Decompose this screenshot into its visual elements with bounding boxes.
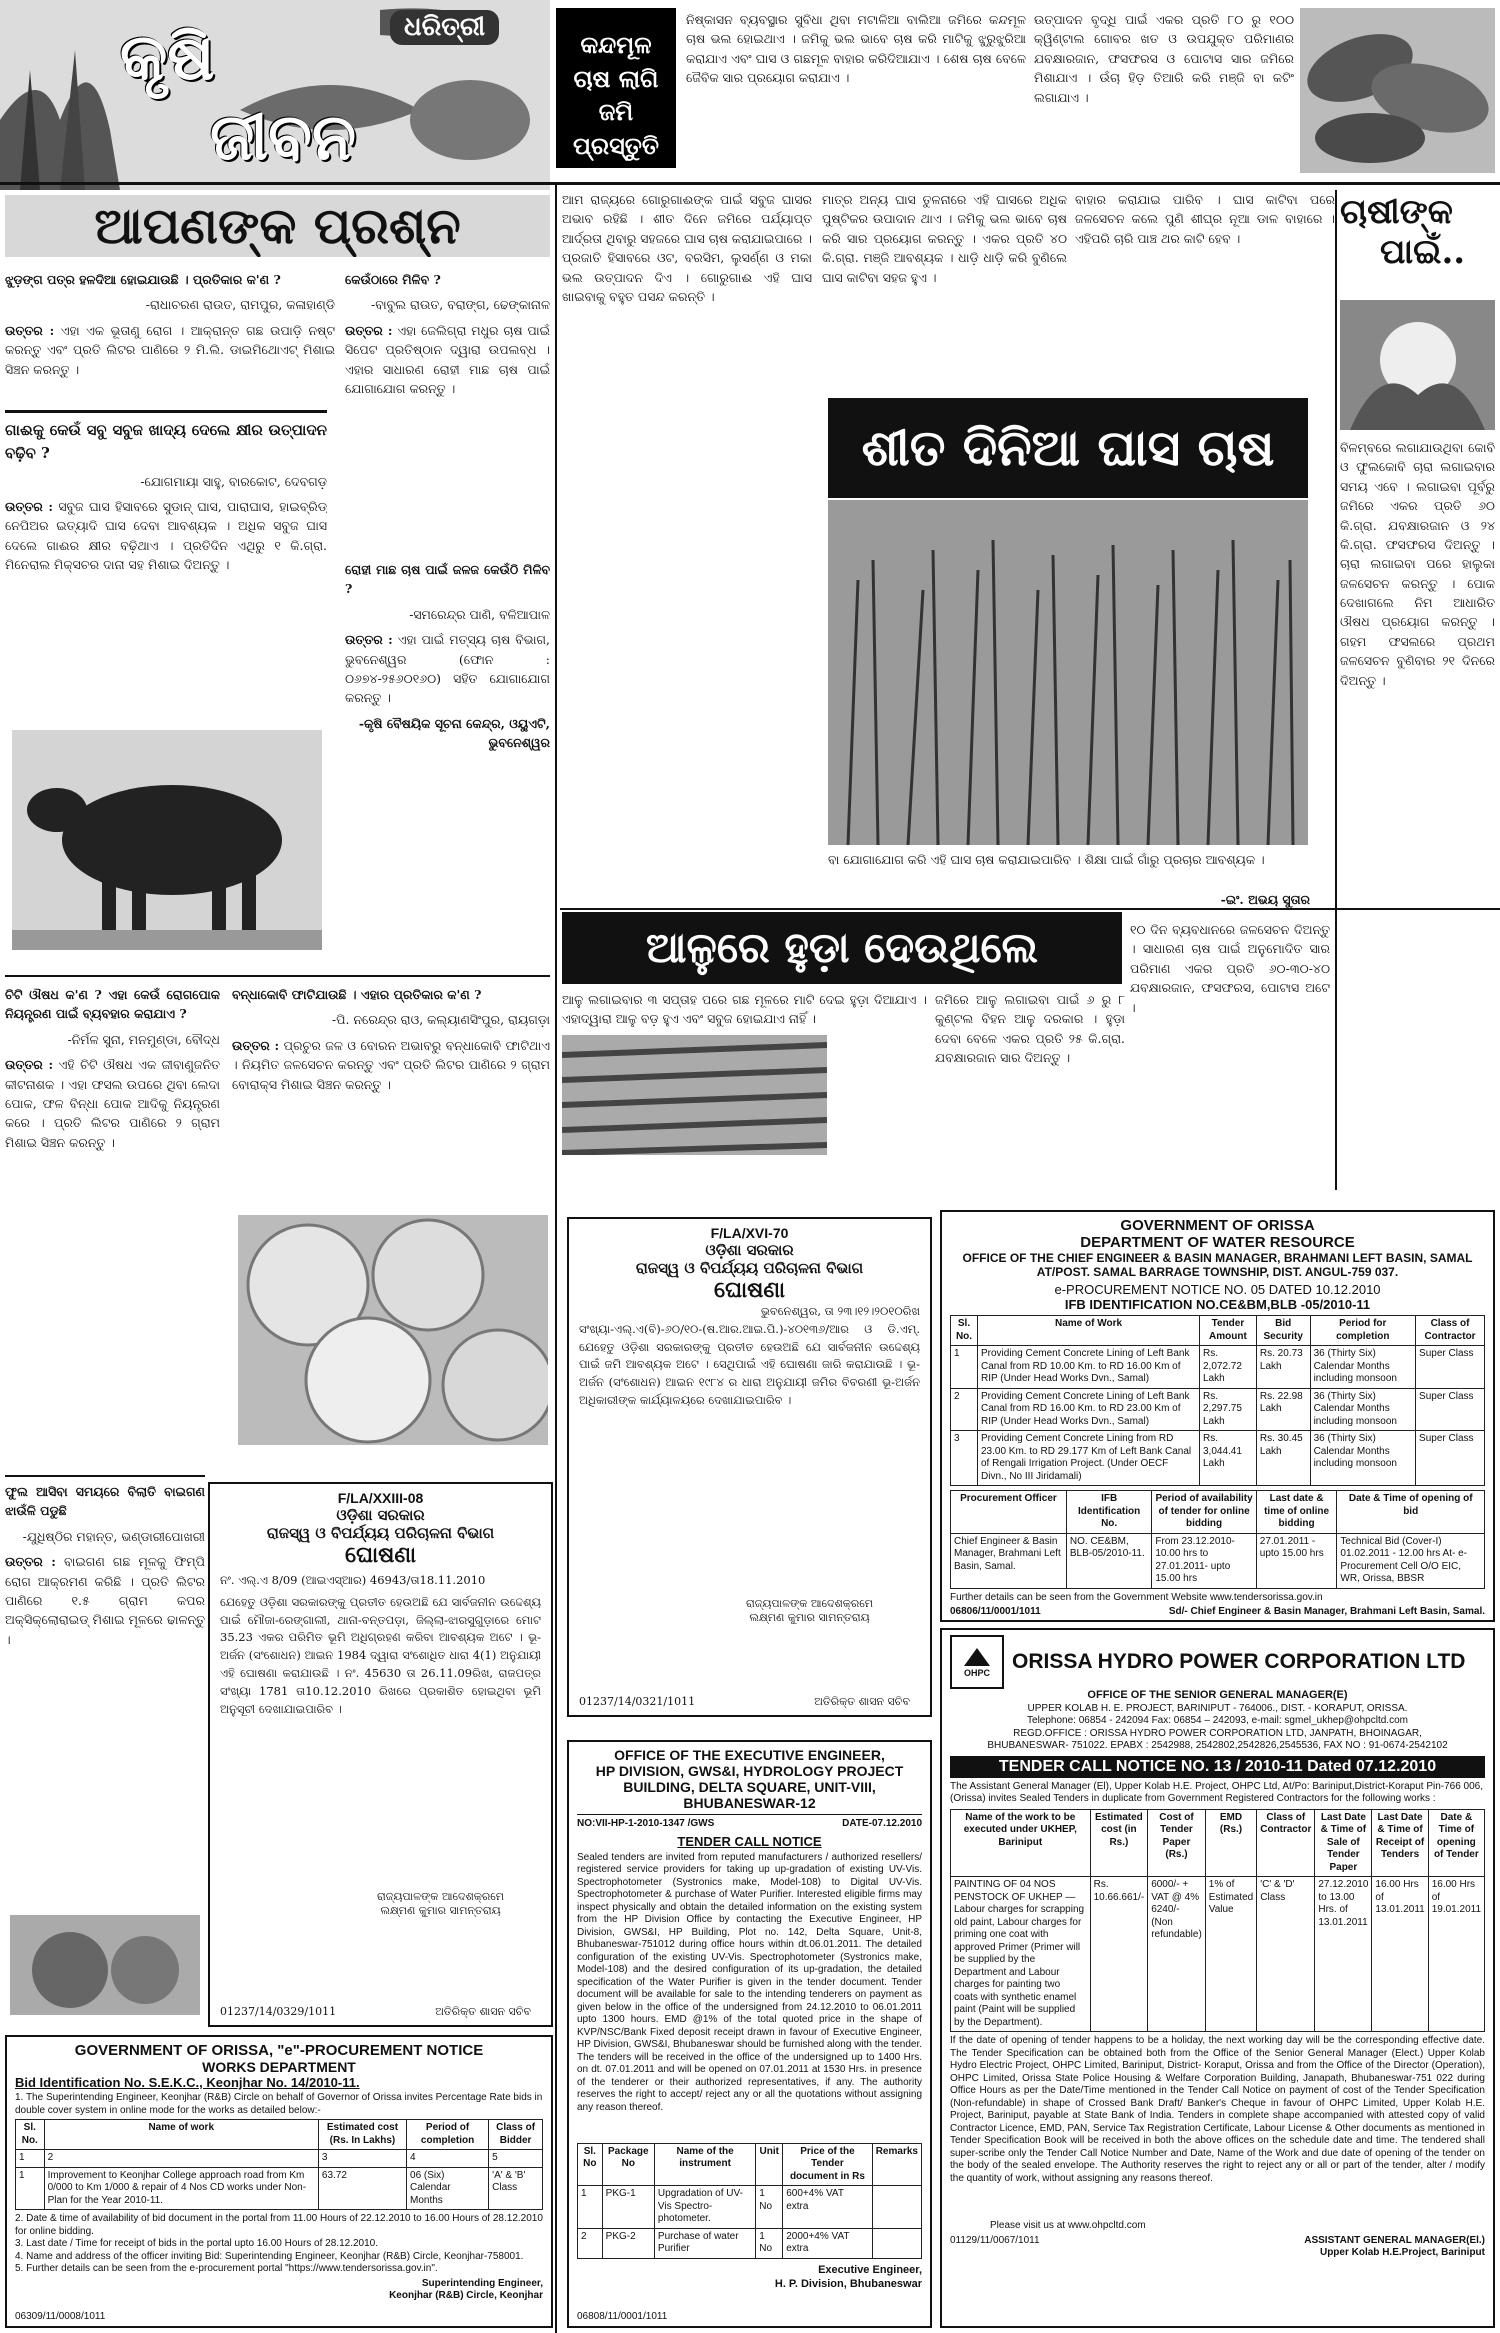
ohpc-website: Please visit us at www.ohpcltd.com	[990, 2220, 1146, 2232]
water-th-1: Sl. No.	[951, 1316, 978, 1346]
water-sub-c2: NO. CE&BM, BLB-05/2010-11.	[1066, 1533, 1151, 1588]
notice-xxiii08-sign1: ରାଜ୍ୟପାଳଙ୍କ ଆଦେଶକ୍ରମେ	[377, 1889, 504, 1903]
qa2-question: କେଉଁଠାରେ ମିଳିବ ?	[345, 272, 441, 287]
water-l4: e-PROCUREMENT NOTICE NO. 05 DATED 10.12.2010	[1054, 1282, 1381, 1297]
tuber-heading-1: କନ୍ଦମୂଳ	[580, 30, 652, 59]
hydro-sign2: H. P. Division, Bhubaneswar	[774, 2277, 922, 2290]
grass-col-2: ମାତ୍ର ଅନ୍ୟ ଘାସ ତୁଳନାରେ ଏହି ଘାସରେ ଅଧିକ ପୁଷ୍ଟିକର ଉପାଦାନ ଥାଏ । ଜମିକୁ ଭଲ ଭାବେ ଚାଷ କରି ସାର ପ୍ରୟୋଗ କରନ୍ତୁ । ଏକର ପ୍ରତି ୪୦ କି.ଗ୍ରା. ମଞ୍ଜି ଆବଶ୍ୟକ । ଧାଡ଼ି ଧାଡ଼ି କରି ବୁଣିଲେ ଘାସ କାଟିବା ସହଜ ହୁଏ ।	[822, 192, 1067, 285]
ohpc-l1: OFFICE OF THE SENIOR GENERAL MANAGER(E)	[1087, 1689, 1348, 1701]
hydro-table	[577, 2143, 922, 2259]
question-heading-text: ଆପଣଙ୍କ ପ୍ରଶ୍ନ	[94, 196, 461, 255]
water-sign: Sd/- Chief Engineer & Basin Manager, Brahmani Left Basin, Samal.	[1168, 1606, 1485, 1617]
qa1-label: ଉତ୍ତର :	[5, 322, 55, 338]
water-l1: GOVERNMENT OF ORISSA	[1120, 1217, 1315, 1234]
ohpc-th-7: Last Date & Time of Receipt of Tenders	[1372, 1809, 1428, 1877]
notice-xvi70-code: F/LA/XVI-70	[710, 1225, 789, 1241]
hydro-th-6: Remarks	[872, 2143, 921, 2186]
grass-col-1: ଆମ ରାଜ୍ୟରେ ଗୋରୁଗାଈଙ୍କ ପାଇଁ ସବୁଜ ଘାସର ଅଭାବ ରହିଛି । ଶୀତ ଦିନେ ଜମିରେ ପର୍ଯ୍ୟାପ୍ତ ଆର୍ଦ୍ରତା ଥିବାରୁ ସହଜରେ ଘାସ ଚାଷ କରାଯାଇପାରେ । ପ୍ରଜାତି ହିସାବରେ ଓଟ, ବରସିମ, ଲୁସର୍ଣ୍ଣ ଓ ମକା ଭଲ ଉତ୍ପାଦନ ଦିଏ । ଗୋରୁଗାଈ ଏହି ଘାସ ଖାଇବାକୁ ବହୁତ ପସନ୍ଦ କରନ୍ତି ।	[562, 192, 812, 304]
water-r3-c3: Rs. 3,044.41 Lakh	[1200, 1431, 1257, 1486]
water-r2-c4: Rs. 22.98 Lakh	[1256, 1388, 1310, 1431]
potato-headline-text: ଆଳୁରେ ହୁଡ଼ା ଦେଉଥିଲେ	[645, 923, 1039, 972]
water-sub-c5: Technical Bid (Cover-I) 01.02.2011 - 12.00 hrs At- e-Procurement Cell O/O EIC, WR, Orissa, BBSR	[1337, 1533, 1485, 1588]
tomato-photo	[10, 1915, 200, 2015]
works-dept-notice	[5, 2035, 553, 2328]
right-col-rule	[1335, 190, 1337, 1190]
grass-banner	[828, 398, 1308, 498]
notice-xvi70-body: ସଂଖ୍ୟା-ଏଲ୍.ଏ(ବି)-୬୦/୧୦-(ଷ.ଆର.ଆଇ.ପି.)-୪୦୧୩୬/ଆର ଓ ଡି.ଏମ୍. ଯେହେତୁ ଓଡ଼ିଶା ସରକାରଙ୍କୁ ପ୍ରତୀତ ହେଉଅଛି ଯେ ସାର୍ବଜନୀନ ଉଦ୍ଦେଶ୍ୟ ପାଇଁ ଜମି ଆବଶ୍ୟକ ଅଟେ । ସେଥିପାଇଁ ଏହି ଘୋଷଣା ଜାରି କରାଯାଉଛି । ଭୂ-ଅର୍ଜନ (ସଂଶୋଧନ) ଆଇନ ୧୯୮୪ ର ଧାରା ଅନୁଯାୟୀ ଜମିର ବିବରଣୀ ଭୂ-ଅର୍ଜନ ଅଧିକାରୀଙ୍କ କାର୍ଯ୍ୟାଳୟରେ ଦେଖାଯାଇପାରିବ ।	[579, 1321, 920, 1408]
hydro-th-3: Name of the instrument	[654, 2143, 755, 2186]
notice-xxiii08-body: ଯେହେତୁ ଓଡ଼ିଶା ସରକାରଙ୍କୁ ପ୍ରତୀତ ହେଉଅଛି ଯେ ସାର୍ବଜନୀନ ଉଦ୍ଦେଶ୍ୟ ପାଇଁ ମୌଜା-ରେଙ୍ଗାଲୀ, ଥାନା-ବନ୍ତପଡ଼ା, ଜିଲ୍ଲା-ଝାରସୁଗୁଡ଼ାରେ ମୋଟ 35.23 ଏକର ପରିମିତ ଭୂମି ଅଧିଗ୍ରହଣ କରିବା ଆବଶ୍ୟକ ଅଟେ । ଭୂ-ଅର୍ଜନ (ସଂଶୋଧନ) ଆଇନ 1984 ଦ୍ୱାରା ସଂଶୋଧିତ ଧାରା 4(1) ଅନୁଯାୟୀ ଏହି ଘୋଷଣା କରାଯାଉଛି । ନଂ. 45630 ତା 26.11.09ରିଖ, ରାଜପତ୍ର ସଂଖ୍ୟା 1781 ତା10.12.2010 ରିଖରେ ପ୍ରକାଶିତ ହୋଇଥିବା ଭୂମି ଅନୁସୂଚୀ ଦେଖାଯାଇପାରିବ ।	[220, 1594, 541, 1716]
ohpc-l5: BHUBANESWAR- 751022. EPABX : 2542988, 2542802,2542826,2545536, FAX NO : 91-0674-2542102	[987, 1740, 1448, 1752]
lower-qa-1	[5, 985, 220, 1465]
ohpc-th-3: Cost of Tender Paper (Rs.)	[1148, 1809, 1206, 1877]
works-cell-4: 06 (Six) Calendar Months	[407, 2167, 489, 2210]
notice-xvi70-ref: 01237/14/0321/1011	[579, 1694, 696, 1708]
works-sign-2: Keonjhar (R&B) Circle, Keonjhar	[389, 2290, 543, 2301]
ohpc-logo	[950, 1635, 1004, 1689]
qa2-answer: ଏହା ଜେଲିଗ୍ରା ମଧୁର ଚାଷ ପାଇଁ ସିପେଟ ପ୍ରତିଷ୍ଠାନ ଦ୍ୱାରା ଉପଲବ୍ଧ । ଏହାର ସାଧାରଣ ରୋହୀ ମାଛ ଚାଷ ପାଇଁ ଯୋଗାଯୋଗ କରନ୍ତୁ ।	[345, 322, 550, 396]
water-th-5: Period for completion	[1310, 1316, 1415, 1346]
qa1-asker: -ରାଧାଚରଣ ରାଉତ, ରାମପୁର, କଳାହାଣ୍ଡି	[145, 297, 335, 313]
works-title-2: WORKS DEPARTMENT	[202, 2059, 356, 2075]
ohpc-header-row	[950, 1635, 1485, 1689]
lower-qa1-asker: -ନିର୍ମଳ ସୁନା, ମନମୁଣ୍ଡା, ବୌଦ୍ଧ	[67, 1031, 220, 1047]
cow-photo	[12, 730, 322, 950]
works-idx-3: 3	[318, 2150, 406, 2168]
works-idx-4: 4	[407, 2150, 489, 2168]
sweet-potato-photo	[1300, 8, 1495, 173]
water-sub-th-1: Procurement Officer	[951, 1491, 1067, 1534]
notice-xxiii08-sign2: ଲକ୍ଷ୍ମଣ କୁମାର ସାମନ୍ତରାୟ	[380, 1904, 501, 1918]
potato-col-3: ୧୦ ଦିନ ବ୍ୟବଧାନରେ ଜଳସେଚନ ଦିଅନ୍ତୁ । ସାଧାରଣ ଚାଷ ପାଇଁ ଅନୁମୋଦିତ ସାର ପରିମାଣ ଏକର ପ୍ରତି ୬୦-୩୦-୪୦ ଯବକ୍ଷାରଜାନ, ଫସଫରସ, ପୋଟାସ ଅଟେ ।	[1130, 922, 1330, 1015]
farmers-heading	[1340, 192, 1498, 292]
qa1-question: ଝୁଡ଼ଙ୍ଗ ପତ୍ର ହଳଦିଆ ହୋଇଯାଉଛି । ପ୍ରତିକାର କ'ଣ ?	[5, 272, 281, 287]
notice-xxiii08-gov: ଓଡ଼ିଶା ସରକାର	[336, 1506, 425, 1524]
cauliflower-photo	[1340, 300, 1495, 430]
works-ref: 06309/11/0008/1011	[15, 2310, 106, 2322]
ohpc-sign-block	[1304, 2235, 1485, 2260]
ohpc-c1: PAINTING OF 04 NOS PENSTOCK OF UKHEP — Labour charges for scrapping old paint, Labour charges for priming one coat with approved Primer (Primer will be supplied by the Department and Labour charges for painting two coats with synthetic enamel paint (Paint will be supplied by the Department).	[951, 1877, 1091, 2032]
notice-xxiii08-sign3: ଅତିରିକ୍ତ ଶାସନ ସଚିବ	[435, 2004, 531, 2018]
works-note-4: 5. Further details can be seen from the e-procurement portal "https://www.tendersorissa.gov.in".	[15, 2263, 438, 2274]
tuber-col-2: ଉତ୍ପାଦନ ବୃଦ୍ଧି ପାଇଁ ଏକର ପ୍ରତି ୮୦ ରୁ ୧୦୦ କ୍ୱିଣ୍ଟାଲ ଗୋବର ଖତ ଓ ଉପଯୁକ୍ତ ପରିମାଣର ଯବକ୍ଷାରଜାନ, ଫସଫରସ ଓ ପୋଟାସ ସାର ଜମିରେ ମିଶାଯାଏ । ଉଁଚା ହିଡ଼ ତିଆରି କରି ମଞ୍ଜି ବା କଟିଂ ଲଗାଯାଏ ।	[1034, 12, 1294, 105]
ohpc-c8: 16.00 Hrs of 19.01.2011	[1428, 1877, 1484, 2032]
milk-question: ଗାଈକୁ କେଉଁ ସବୁ ସବୁଜ ଖାଦ୍ୟ ଦେଲେ କ୍ଷୀର ଉତ୍ପାଦନ ବଢ଼ିବ ?	[5, 421, 327, 463]
masthead-title-2: ଜୀବନ	[210, 100, 356, 175]
water-r2-c3: Rs. 2,297.75 Lakh	[1200, 1388, 1257, 1431]
potato-col-1b	[562, 1160, 927, 1200]
ohpc-tender-title: TENDER CALL NOTICE NO. 13 / 2010-11 Dated 07.12.2010	[950, 1756, 1485, 1778]
hydro-no-row	[577, 1814, 922, 1831]
ohpc-c5: 'C' & 'D' Class	[1257, 1877, 1315, 2032]
ohpc-sign2: Upper Kolab H.E.Project, Bariniput	[1319, 2247, 1485, 2259]
ohpc-name: ORISSA HYDRO POWER CORPORATION LTD	[1012, 1650, 1466, 1673]
fish-question: ରୋହୀ ମାଛ ଚାଷ ପାଇଁ ଜଳଜ କେଉଁଠି ମିଳିବ ?	[345, 562, 550, 597]
works-th-5: Class of Bidder	[489, 2120, 543, 2150]
lower-qa-3	[5, 1482, 205, 1912]
water-sub-th-4: Last date & time of online bidding	[1256, 1491, 1337, 1534]
potato-col-1: ଆଳୁ ଲଗାଇବାର ୩ ସପ୍ତାହ ପରେ ଗଛ ମୂଳରେ ମାଟି ଦେଇ ହୁଡ଼ା ଦିଆଯାଏ । ଏହାଦ୍ୱାରା ଆଳୁ ବଡ଼ ହୁଏ ଏବଂ ସବୁଜ ହୋଇଯାଏ ନାହିଁ ।	[562, 992, 927, 1027]
works-idx-1: 1	[16, 2150, 45, 2168]
grass-banner-text: ଶୀତ ଦିନିଆ ଘାସ ଚାଷ	[861, 418, 1275, 477]
works-cell-2: Improvement to Keonjhar College approach road from Km 0/000 to Km 1/000 & repair of 4 Nos CD works under Non-Plan for the Year 2010-11.	[44, 2167, 318, 2210]
works-note-3: 4. Name and address of the officer inviting Bid: Superintending Engineer, Keonjhar (R&B) Circle, Keonjhar-758001.	[15, 2250, 524, 2262]
water-r2-c5: 36 (Thirty Six) Calendar Months including monsoon	[1310, 1388, 1415, 1431]
works-th-4: Period of completion	[407, 2120, 489, 2150]
tuber-heading-3: ଜମି ପ୍ରସ୍ତୁତି	[572, 97, 660, 160]
water-r2-c2: Providing Cement Concrete Lining of Left Bank Canal from RD 16.00 Km. to RD 23.00 Km of RIP (Under Head Works Dvn., Samal)	[978, 1388, 1200, 1431]
notice-xxiii08-ref: 01237/14/0329/1011	[220, 2004, 337, 2018]
water-footer-note: Further details can be seen from the Government Website www.tendersorissa.gov.in	[950, 1591, 1323, 1603]
hydro-r2-c1: 2	[578, 2228, 603, 2258]
water-r1-c5: 36 (Thirty Six) Calendar Months including monsoon	[1310, 1346, 1415, 1389]
hydro-th-2: Package No	[602, 2143, 654, 2186]
hydro-l3: BUILDING, DELTA SQUARE, UNIT-VIII,	[623, 1779, 876, 1795]
water-th-2: Name of Work	[978, 1316, 1200, 1346]
works-th-3: Estimated cost (Rs. In Lakhs)	[318, 2120, 406, 2150]
ohpc-c4: 1% of Estimated Value	[1205, 1877, 1256, 2032]
left-lower-divider	[5, 1475, 205, 1477]
water-r2-c1: 2	[951, 1388, 978, 1431]
notice-xxiii08-title: ଘୋଷଣା	[345, 1542, 416, 1568]
ohpc-notice	[940, 1628, 1495, 2328]
works-title-1: GOVERNMENT OF ORISSA, "e"-PROCUREMENT NOTICE	[74, 2042, 484, 2059]
potato-field-photo	[562, 1035, 827, 1155]
hydro-r1-c2: PKG-1	[602, 2186, 654, 2229]
fish-qa-block	[345, 560, 550, 960]
water-sub-c4: 27.01.2011 - upto 15.00 hrs	[1256, 1533, 1337, 1588]
works-th-2: Name of work	[44, 2120, 318, 2150]
ohpc-sign1: ASSISTANT GENERAL MANAGER(El.)	[1304, 2234, 1485, 2246]
hydro-l4: BHUBANESWAR-12	[683, 1795, 816, 1811]
notice-xxiii08-dept: ରାଜସ୍ୱ ଓ ବିପର୍ଯ୍ୟୟ ପରିଚାଳନା ବିଭାଗ	[266, 1524, 495, 1542]
ohpc-th-4: EMD (Rs.)	[1205, 1809, 1256, 1877]
potato-headline	[562, 912, 1122, 984]
hydro-r1-c4: 1 No	[756, 2186, 783, 2229]
tuber-heading-2: ଚାଷ ଲାଗି	[573, 63, 659, 93]
hydro-r2-c6	[872, 2228, 921, 2258]
ohpc-c7: 16.00 Hrs of 13.01.2011	[1372, 1877, 1428, 2032]
qa-block-2	[345, 270, 550, 560]
notice-xxiii08-num: ନଂ. ଏଲ୍.ଏ 8/09 (ଆଇଏସ୍ଆର) 46943/ତା18.11.2010	[220, 1573, 486, 1587]
water-th-6: Class of Contractor	[1416, 1316, 1485, 1346]
water-table	[950, 1315, 1485, 1486]
lower-qa3-asker: -ଯୁଧିଷ୍ଠିର ମହାନ୍ତ, ଭଣ୍ଡାରୀପୋଖରୀ	[22, 1528, 205, 1544]
left-mid-divider	[5, 975, 550, 977]
hydro-r1-c1: 1	[578, 2186, 603, 2229]
farmers-heading-2: ପାଇଁ..	[1380, 232, 1466, 272]
hydro-no: NO:VII-HP-1-2010-1347 /GWS	[577, 1818, 715, 1829]
water-l3: OFFICE OF THE CHIEF ENGINEER & BASIN MANAGER, BRAHMANI LEFT BASIN, SAMAL AT/POST. SAMAL BARRAGE TOWNSHIP, DIST. ANGUL-759 037.	[962, 1251, 1473, 1279]
qa2-label: ଉତ୍ତର :	[345, 322, 393, 338]
fish-asker: -ସମରେନ୍ଦ୍ର ପାଣି, ବଳିଆପାଳ	[409, 606, 550, 622]
hydro-r1-c6	[872, 2186, 921, 2229]
water-resource-notice	[940, 1210, 1495, 1622]
tuber-article-header	[556, 8, 676, 168]
potato-col-2: ଜମିରେ ଆଳୁ ଲଗାଇବା ପାଇଁ ୬ ରୁ ୮ କୁଣ୍ଟଲ ବିହନ ଆଳୁ ଦରକାର । ହୁଡ଼ା ଦେବା ବେଳେ ଏକର ପ୍ରତି ୨୫ କି.ଗ୍ରା. ଯବକ୍ଷାରଜାନ ସାର ଦିଅନ୍ତୁ ।	[935, 992, 1125, 1066]
hydro-th-4: Unit	[756, 2143, 783, 2186]
hydro-r2-c4: 1 No	[756, 2228, 783, 2258]
lower-qa3-question: ଫୁଲ ଆସିବା ସମୟରେ ବିଲାତି ବାଇଗଣ ଝାଉଁଳି ପଡୁଛି	[5, 1484, 205, 1519]
water-r3-c6: Super Class	[1416, 1431, 1485, 1486]
ohpc-th-5: Class of Contractor	[1257, 1809, 1315, 1877]
water-r1-c2: Providing Cement Concrete Lining of Left Bank Canal from RD 10.00 Km. to RD 16.00 Km of RIP (Under Head Works Dvn., Samal)	[978, 1346, 1200, 1389]
hydro-r1-c5: 600+4% VAT extra	[783, 2186, 872, 2229]
grass-author: -ଇଂ. ଅଭୟ ସୁତାର	[1220, 892, 1310, 907]
lower-qa1-answer: ଏହି ଚିଟି ଔଷଧ ଏକ ଜୀବାଣୁଜନିତ କୀଟନାଶକ । ଏହା ଫସଲ ଉପରେ ଥିବା ଲେଦା ପୋକ, ଫଳ ବିନ୍ଧା ପୋକ ଆଦିକୁ ନିୟନ୍ତ୍ରଣ କରେ । ପ୍ରତି ଲିଟର ପାଣିରେ ୨ ଗ୍ରାମ ମିଶାଇ ସିଞ୍ଚନ କରନ୍ତୁ ।	[5, 1057, 220, 1150]
works-idx-2: 2	[44, 2150, 318, 2168]
ohpc-logo-icon	[962, 1646, 992, 1668]
milk-label: ଉତ୍ତର :	[5, 498, 54, 514]
water-l2: DEPARTMENT OF WATER RESOURCE	[1080, 1234, 1355, 1251]
hydro-r2-c3: Purchase of water Purifier	[654, 2228, 755, 2258]
cabbage-photo	[238, 1215, 548, 1445]
notice-xxiii08-code: F/LA/XXIII-08	[337, 1490, 424, 1506]
grass-col-3: ବାହାର କରାଯାଇ ପାରିବ । ଘାସ କାଟିବା ପରେ ଜଳସେଚନ କଲେ ପୁଣି ଶୀଘ୍ର ନୂଆ ଡାଳ ବାହାରେ । ଏହିପରି ଚାରି ପାଞ୍ଚ ଥର କାଟି ହେବ ।	[1075, 192, 1335, 246]
water-r3-c5: 36 (Thirty Six) Calendar Months including monsoon	[1310, 1431, 1415, 1486]
hydro-th-5: Price of the Tender document in Rs	[783, 2143, 872, 2186]
water-l5: IFB IDENTIFICATION NO.CE&BM,BLB -05/2010-11	[1064, 1297, 1371, 1312]
ohpc-th-1: Name of the work to be executed under UKHEP, Bariniput	[951, 1809, 1091, 1877]
lower-qa2-question: ବନ୍ଧାକୋବି ଫାଟିଯାଉଛି । ଏହାର ପ୍ରତିକାର କ'ଣ ?	[232, 987, 482, 1002]
water-ref: 06806/11/0001/1011	[950, 1606, 1041, 1617]
ohpc-th-8: Date & Time of opening of Tender	[1428, 1809, 1484, 1877]
hydro-r2-c2: PKG-2	[602, 2228, 654, 2258]
fish-answer: ଏହା ପାଇଁ ମତ୍ସ୍ୟ ଚାଷ ବିଭାଗ, ଭୁବନେଶ୍ୱର (ଫୋନ : ୦୬୭୪-୨୫୬୦୧୬୦) ସହିତ ଯୋଗାଯୋଗ କରନ୍ତୁ ।	[345, 632, 550, 706]
hydro-r2-c5: 2000+4% VAT extra	[783, 2228, 872, 2258]
ohpc-c3: 6000/- + VAT @ 4% 6240/- (Non refundable)	[1148, 1877, 1206, 2032]
lower-qa2-asker: -ପି. ନରେନ୍ଦ୍ର ରାଓ, କଲ୍ୟାଣସିଂପୁର, ରାୟଗଡ଼ା	[331, 1012, 550, 1028]
lower-qa2-answer: ପ୍ରଚୁର ଜଳ ଓ ବୋରନ ଅଭାବରୁ ବନ୍ଧାକୋବି ଫାଟିଥାଏ । ନିୟମିତ ଜଳସେଚନ କରନ୍ତୁ ଏବଂ ପ୍ରତି ଲିଟର ପାଣିରେ ୨ ଗ୍ରାମ ବୋରାକ୍ସ ମିଶାଇ ସିଞ୍ଚନ କରନ୍ତୁ ।	[232, 1037, 550, 1092]
milk-asker: -ଯୋଗମାୟା ସାହୁ, ବାରକୋଟ, ଦେବଗଡ଼	[140, 473, 327, 489]
hydro-sign1: Executive Engineer,	[818, 2263, 922, 2276]
works-sign-1: Superintending Engineer,	[421, 2277, 543, 2289]
qa1-answer: ଏହା ଏକ ଭୂତାଣୁ ରୋଗ । ଆକ୍ରାନ୍ତ ଗଛ ଉପାଡ଼ି ନଷ୍ଟ କରନ୍ତୁ ଏବଂ ପ୍ରତି ଲିଟର ପାଣିରେ ୨ ମି.ଲି. ଡାଇମିଥୋଏଟ୍ ମିଶାଇ ସିଞ୍ଚନ କରନ୍ତୁ ।	[5, 322, 335, 377]
fish-label: ଉତ୍ତର :	[345, 632, 393, 648]
question-heading	[5, 195, 550, 257]
ohpc-footer-row	[950, 2235, 1485, 2260]
fish-credit: -କୃଷି ବୈଷୟିକ ସୂଚନା କେନ୍ଦ୍ର, ଓୟୁଏଟି, ଭୁବନେଶ୍ୱର	[358, 715, 550, 750]
center-left-rule	[555, 185, 557, 2333]
works-cell-3: 63.72	[318, 2167, 406, 2210]
notice-xvi70-sign3: ଅତିରିକ୍ତ ଶାସନ ସଚିବ	[814, 1694, 910, 1708]
potato-top-rule	[560, 908, 1500, 910]
works-idx-5: 5	[489, 2150, 543, 2168]
lower-qa1-label: ଉତ୍ତର :	[5, 1057, 54, 1073]
hydro-title: TENDER CALL NOTICE	[677, 1833, 822, 1849]
ohpc-body: If the date of opening of tender happens to be a holiday, the next working day will be the corresponding effective date. The Tender Specification can be obtained both from the Office of the Senior General Manager (Elect.) Upper Kolab Hydro Electric Project, OHPC Limited, Bariniput, District- Koraput, Orissa and from the Office of the Director (Operation), OHPC Limited, Orissa State Police Housing & Welfare Corporation Building, Janapath, Bhubaneswar-751 022 during Office Hours as per the Date/Time mentioned in the Tender Call Notice on payment of cost of the Tender Specification (Non-refundable) in shape of Crossed Bank Draft/ Banker's Cheque in favour of OHPC Limited, Upper Kolab H.E. Project, Bariniput, payable at State Bank of India. Tenders in complete shape accompanied with attested copy of valid Contractor Licence, EMD, PAN, Service Tax Registration Certificate, Labour License & Other documents as mentioned in Tender Specification Book will be received in both the above offices on the schedule date and time. The tendered shall super-scribe only the Tender Call Notice Number and Date, Name of the Work and due date of opening of the tender on the body of the sealed envelope. The Authority reserves the right to reject any or all or part of the tender, alter / modify the quantity of work, without assigning any reasons thereof.	[950, 2035, 1485, 2184]
masthead-title-1: କୃଷି	[120, 20, 215, 95]
water-r3-c2: Providing Cement Concrete Lining from RD 23.00 Km. to RD 29.177 Km of Left Bank Canal of Rengali Irrigation Project. (Under OECF Divn., No III Jiridamali)	[978, 1431, 1200, 1486]
water-sub-th-5: Date & Time of opening of bid	[1337, 1491, 1485, 1534]
notice-xxiii08	[208, 1482, 553, 2027]
works-table	[15, 2119, 543, 2210]
water-sub-c1: Chief Engineer & Basin Manager, Brahmani Left Basin, Samal.	[951, 1533, 1067, 1588]
milk-answer: ସବୁଜ ଘାସ ହିସାବରେ ସୁଡାନ୍ ଘାସ, ପାରାଘାସ, ହାଇବ୍ରିଡ୍ ନେପିଅର ଇତ୍ୟାଦି ଘାସ ଦେବା ଆବଶ୍ୟକ । ଅଧିକ ସବୁଜ ଘାସ ଦେଲେ ଗାଈର କ୍ଷୀର ବଢ଼ିଥାଏ । ପ୍ରତିଦିନ ଏଥିରୁ ୧ କି.ଗ୍ରା. ମିନେରାଲ ମିକ୍ସଚର ଦାନା ସହ ମିଶାଇ ଦିଅନ୍ତୁ ।	[5, 498, 327, 572]
notice-xvi70-date: ଭୁବନେଶ୍ୱର, ତା ୨୩।୧୨।୨୦୧୦ରିଖ	[760, 1304, 920, 1318]
ohpc-c2: Rs. 10.66.661/-	[1090, 1877, 1148, 2032]
ohpc-intro: The Assistant General Manager (El), Upper Kolab H.E. Project, OHPC Ltd, At/Po: Bariniput,District-Koraput Pin-766 006,(Orissa) invites Sealed Tenders in duplicate from Government Registered Contractors for the following works :	[950, 1780, 1484, 1805]
water-r1-c6: Super Class	[1416, 1346, 1485, 1389]
works-th-1: Sl. No.	[16, 2120, 45, 2150]
hydrology-notice	[567, 1740, 932, 2328]
water-r1-c1: 1	[951, 1346, 978, 1389]
lower-qa-2	[232, 985, 550, 1210]
masthead	[0, 0, 550, 190]
water-r2-c6: Super Class	[1416, 1388, 1485, 1431]
hydro-r1-c3: Upgradation of UV-Vis Spectro-photometer.	[654, 2186, 755, 2229]
works-intro: 1. The Superintending Engineer, Keonjhar (R&B) Circle on behalf of Governor of Orissa invites Percentage Rate bids in double cover system in online mode for the works as detailed below:-	[15, 2092, 543, 2116]
ohpc-th-2: Estimated cost (in Rs.)	[1090, 1809, 1148, 1877]
lower-qa3-answer: ବାଇଗଣ ଗଛ ମୂଳକୁ ଫିମ୍ପି ରୋଗ ଆକ୍ରମଣ କରିଛି । ପ୍ରତି ଲିଟର ପାଣିରେ ୧.୫ ଗ୍ରାମ କପର ଅକ୍ସିକ୍ଲୋରାଇଡ୍ ମିଶାଇ ମୂଳରେ ଢାଳନ୍ତୁ ।	[5, 1554, 205, 1647]
ohpc-th-6: Last Date & Time of Sale of Tender Paper	[1315, 1809, 1372, 1877]
notice-xvi70-sign1: ରାଜ୍ୟପାଳଙ୍କ ଆଦେଶକ୍ରମେ	[746, 1596, 873, 1610]
grass-caption: ବା ଯୋଗାଯୋଗ କରି ଏହି ଘାସ ଚାଷ କରାଯାଇପାରିବ । ଶିକ୍ଷା ପାଇଁ ଗାଁରୁ ପ୍ରଚାର ଆବଶ୍ୟକ ।	[828, 852, 1265, 867]
qa2-asker: -ବାବୁଲ ରାଉତ, ବରାଙ୍ଗ, ଢେଙ୍କାନାଳ	[371, 297, 550, 313]
water-sub-c3: From 23.12.2010-10.00 hrs to 27.01.2011- upto 15.00 hrs	[1152, 1533, 1256, 1588]
hydro-body: Sealed tenders are invited from reputed manufacturers / authorized resellers/ registered service providers for taking up up-gradation of existing UV-Vis. Spectrophotometer (Systronics make, Model-108) to Digital UV-Vis. Spectrophotometer & purchase of Water Purifier. Interested eligible firms may inspect physically and obtain the detailed information on the existing system from the HP Division Office by contacting the Executive Engineer, HP Division, GWS&I, HP Building, Plot no. 142, Delta Square, Unit-8, Bhubaneswar-751012 during office hours within dt.06.01.2011. The detailed configuration of the existing UV-Vis. Spectrophotometer (Systronics make, Model-108) and the desired configuration of its up-gradation, the detailed specification of the Water Purifier is given in the tender document. Tender document will be available for sale to the intending tenderers on payment as given below in the office of the undersigned from 24.12.2010 to 06.01.2011 upto 1300 hours. EMD @1% of the total quoted price in the shape of KVP/NSC/Bank Fixed deposit receipt drawn in favour of Executive Engineer, HP Division, GWS&I, Bhubaneswar should be furnished along with the tender. The tenders will be received in the office of the undersigned up to 1400 Hrs. on dt. 07.01.2011 and will be opened on 07.01.2011 at 1530 Hrs. in presence of the tenderer or their authorized representatives, if any. The authority reserves the right to accept/ reject any or all the quotations without assigning any reason thereof.	[577, 1851, 922, 2113]
works-cell-5: 'A' & 'B' Class	[489, 2167, 543, 2210]
water-r3-c4: Rs. 30.45 Lakh	[1256, 1431, 1310, 1486]
water-sub-th-2: IFB Identification No.	[1066, 1491, 1151, 1534]
notice-xvi70-title: ଘୋଷଣା	[714, 1277, 785, 1303]
ohpc-l2: UPPER KOLAB H. E. PROJECT, BARINIPUT - 764006., DIST. - KORAPUT, ORISSA.	[1027, 1702, 1408, 1714]
milk-qa-box	[5, 410, 327, 690]
notice-xvi70-dept: ରାଜସ୍ୱ ଓ ବିପର୍ଯ୍ୟୟ ପରିଚାଳନା ବିଭାଗ	[635, 1259, 864, 1277]
notice-xvi70-sign2: ଲକ୍ଷ୍ମଣ କୁମାର ସାମନ୍ତରାୟ	[749, 1611, 870, 1625]
water-r3-c1: 3	[951, 1431, 978, 1486]
hydro-ref: 06808/11/0001/1011	[577, 2310, 668, 2322]
ohpc-logo-text: OHPC	[963, 1668, 990, 1678]
works-bid-id: Bid Identification No. S.E.K.C., Keonjhar No. 14/2010-11.	[15, 2075, 360, 2090]
farmers-heading-1: ଚାଷୀଙ୍କ	[1340, 192, 1453, 232]
lower-qa3-label: ଉତ୍ତର :	[5, 1554, 56, 1570]
ohpc-ref: 01129/11/0067/1011	[950, 2234, 1040, 2246]
works-note-2: 3. Last date / Time for receipt of bids in the portal upto 16.00 Hours of 28.12.2010.	[15, 2238, 379, 2249]
ohpc-c6: 27.12.2010 to 13.00 Hrs. of 13.01.2011	[1315, 1877, 1372, 2032]
water-footer-row	[950, 1606, 1485, 1619]
tuber-col-1: ନିଷ୍କାସନ ବ୍ୟବସ୍ଥାର ସୁବିଧା ଥିବା ମଟାଳିଆ ବାଲିଆ ଜମିରେ କନ୍ଦମୂଳ ଚାଷ ଭଲ ହୋଇଥାଏ । ଜମିକୁ ଭଲ ଭାବେ ଚାଷ କରି ମାଟିକୁ ଝୁରୁଝୁରିଆ କରାଯାଏ ଏବଂ ଘାସ ଓ ଗଛମୂଳ ବାହାର କରିଦିଆଯାଏ । ଶେଷ ଚାଷ ବେଳେ ଜୈବିକ ସାର ପ୍ରୟୋଗ କରାଯାଏ ।	[686, 12, 1026, 86]
notice-xvi70	[567, 1217, 932, 1717]
water-th-3: Tender Amount	[1200, 1316, 1257, 1346]
water-r1-c4: Rs. 20.73 Lakh	[1256, 1346, 1310, 1389]
water-r1-c3: Rs. 2,072.72 Lakh	[1200, 1346, 1257, 1389]
farmers-body: ବିଳମ୍ବରେ ଲଗାଯାଉଥିବା କୋବି ଓ ଫୁଲକୋବି ଚାରା ଲଗାଇବାର ସମୟ ଏବେ । ଲଗାଇବା ପୂର୍ବରୁ ଜମିରେ ଏକର ପ୍ରତି ୬୦ କି.ଗ୍ରା. ଯବକ୍ଷାରଜାନ ଓ ୨୪ କି.ଗ୍ରା. ଫସଫରସ ଦିଅନ୍ତୁ । ଚାରା ଲଗାଇବା ପରେ ହାଲୁକା ଜଳସେଚନ କରନ୍ତୁ । ପୋକ ଦେଖାଗଲେ ନିମ ଆଧାରିତ ଔଷଧ ପ୍ରୟୋଗ କରନ୍ତୁ । ଗହମ ଫସଲରେ ପ୍ରଥମ ଜଳସେଚନ ବୁଣିବାର ୨୧ ଦିନରେ ଦିଅନ୍ତୁ ।	[1340, 440, 1495, 688]
hydro-l2: HP DIVISION, GWS&I, HYDROLOGY PROJECT	[595, 1763, 904, 1779]
water-sub-th-3: Period of availability of tender for online bidding	[1152, 1491, 1256, 1534]
masthead-tag: ଧରିତ୍ରୀ	[390, 10, 499, 45]
ohpc-l3: Telephone: 06854 - 242094 Fax: 06854 – 242093, e-mail: sgmel_ukhep@ohpcltd.com	[1027, 1715, 1408, 1727]
hydro-date: DATE-07.12.2010	[842, 1818, 922, 1829]
water-th-4: Bid Security	[1256, 1316, 1310, 1346]
top-divider	[0, 182, 1500, 185]
works-cell-1: 1	[16, 2167, 45, 2210]
ohpc-l4: REGD.OFFICE : ORISSA HYDRO POWER CORPORATION LTD, JANPATH, BHOINAGAR,	[1013, 1727, 1422, 1739]
works-note-1: 2. Date & time of availability of bid document in the portal from 11.00 Hours of 22.12.2010 to 16.00 Hours of 28.12.2010 for online bidding.	[15, 2213, 543, 2237]
notice-xvi70-gov: ଓଡ଼ିଶା ସରକାର	[705, 1241, 794, 1259]
grass-photo	[828, 500, 1308, 845]
hydro-l1: OFFICE OF THE EXECUTIVE ENGINEER,	[614, 1747, 885, 1763]
hydro-th-1: Sl. No	[578, 2143, 603, 2186]
lower-qa2-label: ଉତ୍ତର :	[232, 1037, 280, 1053]
water-sub-table	[950, 1490, 1485, 1589]
lower-qa1-question: ଚିଟି ଔଷଧ କ'ଣ ? ଏହା କେଉଁ ରୋଗପୋକ ନିୟନ୍ତ୍ରଣ ପାଇଁ ବ୍ୟବହାର କରାଯାଏ ?	[5, 987, 220, 1022]
ohpc-table	[950, 1809, 1485, 2033]
